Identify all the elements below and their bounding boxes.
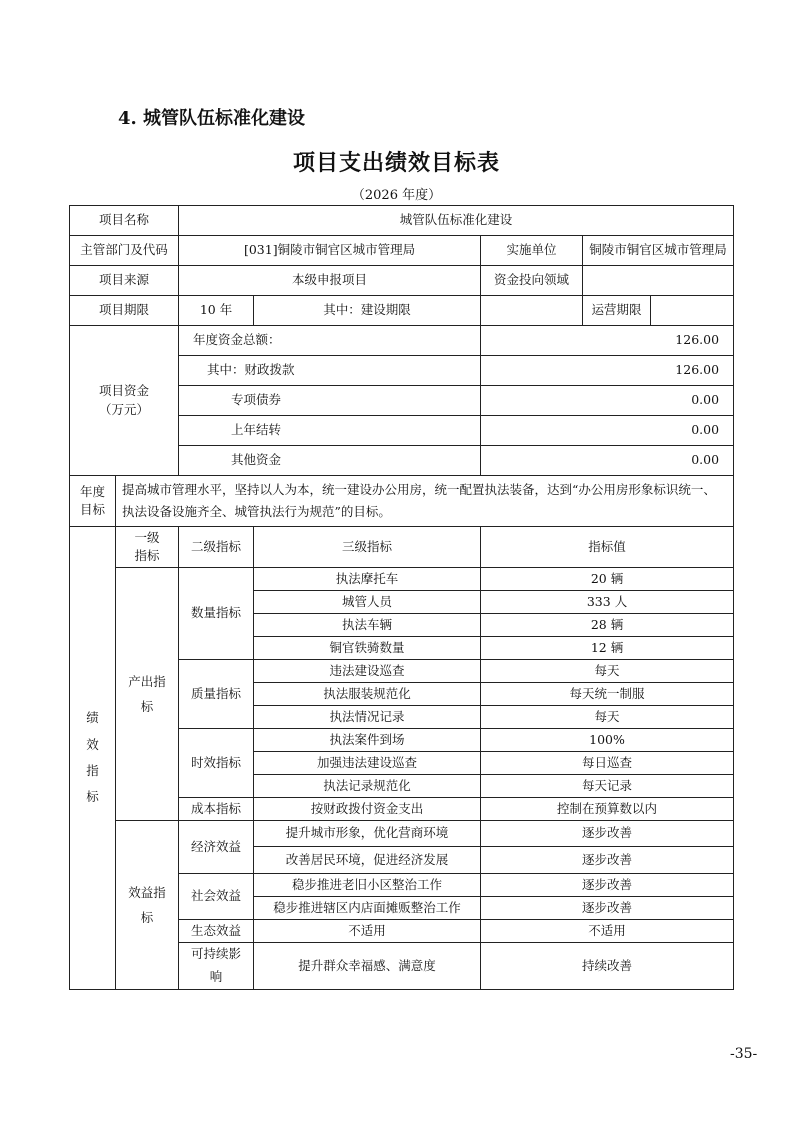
period-value: 10 年 (179, 296, 254, 326)
goal-text: 提高城市管理水平，坚持以人为本，统一建设办公用房，统一配置执法装备，达到“办公用房形象标识统一、执法设备设施齐全、城管执法行为规范”的目标。 (116, 476, 734, 527)
goal-label (70, 476, 116, 527)
l3-cell: 按财政拨付资金支出 (254, 797, 481, 820)
value-cell: 持续改善 (481, 942, 734, 989)
l3-cell: 铜官铁骑数量 (254, 636, 481, 659)
value-cell: 20 辆 (481, 567, 734, 590)
group-qual: 质量指标 (179, 659, 254, 728)
value-cell: 每天 (481, 659, 734, 682)
group-econ: 经济效益 (179, 820, 254, 873)
group-sus-2: 响 (209, 968, 223, 984)
value-cell: 每天 (481, 705, 734, 728)
l3-cell: 提升城市形象，优化营商环境 (254, 820, 481, 846)
l3-cell: 执法记录规范化 (254, 774, 481, 797)
l3-cell: 稳步推进老旧小区整治工作 (254, 873, 481, 896)
fund-label: 其中：财政拨款 (179, 356, 481, 386)
l3-cell: 执法情况记录 (254, 705, 481, 728)
benefit-label (116, 820, 179, 989)
label-cell: 项目来源 (70, 266, 179, 296)
l3-cell: 执法服装规范化 (254, 682, 481, 705)
output-label (116, 567, 179, 820)
l3-cell: 执法车辆 (254, 613, 481, 636)
fund-value: 0.00 (481, 416, 734, 446)
goal-label-2: 目标 (79, 501, 105, 517)
header-l2: 二级指标 (179, 526, 254, 567)
field-value (583, 266, 734, 296)
group-eco: 生态效益 (179, 919, 254, 942)
benefit-label-1: 效益指 (128, 884, 166, 900)
source-value: 本级申报项目 (179, 266, 481, 296)
project-name: 城管队伍标准化建设 (179, 206, 734, 236)
header-l3: 三级指标 (254, 526, 481, 567)
funds-label (70, 326, 179, 476)
value-cell: 逐步改善 (481, 896, 734, 919)
group-cost: 成本指标 (179, 797, 254, 820)
build-value (481, 296, 583, 326)
section-heading: 4. 城管队伍标准化建设 (118, 108, 306, 129)
l3-cell: 执法摩托车 (254, 567, 481, 590)
perf-char: 标 (86, 789, 99, 804)
perf-char: 指 (86, 762, 99, 778)
table-header-row (70, 526, 734, 567)
header-l1 (116, 526, 179, 567)
table-row (70, 236, 734, 266)
value-cell: 逐步改善 (481, 846, 734, 873)
fund-label: 其他资金 (179, 446, 481, 476)
header-value: 指标值 (481, 526, 734, 567)
table-row (70, 820, 734, 846)
fund-value: 126.00 (481, 356, 734, 386)
value-cell: 12 辆 (481, 636, 734, 659)
table-row (70, 206, 734, 236)
value-cell: 每天统一制服 (481, 682, 734, 705)
value-cell: 逐步改善 (481, 873, 734, 896)
label-cell: 实施单位 (481, 236, 583, 266)
value-cell: 逐步改善 (481, 820, 734, 846)
value-cell: 每日巡查 (481, 751, 734, 774)
label-cell: 其中：建设期限 (254, 296, 481, 326)
fund-value: 0.00 (481, 386, 734, 416)
value-cell: 100% (481, 728, 734, 751)
l3-cell: 提升群众幸福感、满意度 (254, 942, 481, 989)
group-qty: 数量指标 (179, 567, 254, 659)
group-sus (179, 942, 254, 989)
fund-value: 0.00 (481, 446, 734, 476)
perf-char: 绩 (86, 710, 99, 726)
perf-char: 效 (86, 736, 99, 752)
output-label-1: 产出指 (128, 673, 166, 689)
l3-cell: 稳步推进辖区内店面摊贩整治工作 (254, 896, 481, 919)
perf-label (70, 526, 116, 989)
value-cell: 不适用 (481, 919, 734, 942)
table-row (70, 326, 734, 356)
dept-value: [031]铜陵市铜官区城市管理局 (179, 236, 481, 266)
header-l1a: 一级 (134, 529, 160, 545)
value-cell: 控制在预算数以内 (481, 797, 734, 820)
year-label: （2026 年度） (351, 188, 442, 203)
output-label-2: 标 (140, 698, 154, 714)
fund-value: 126.00 (481, 326, 734, 356)
impl-value: 铜陵市铜官区城市管理局 (583, 236, 734, 266)
fund-label: 年度资金总额： (179, 326, 481, 356)
table-row (70, 296, 734, 326)
value-cell: 333 人 (481, 590, 734, 613)
l3-cell: 不适用 (254, 919, 481, 942)
label-cell: 运营期限 (583, 296, 651, 326)
group-sus-1: 可持续影 (191, 946, 242, 962)
funds-unit: （万元） (99, 401, 150, 417)
l3-cell: 加强违法建设巡查 (254, 751, 481, 774)
group-time: 时效指标 (179, 728, 254, 797)
fund-label: 上年结转 (179, 416, 481, 446)
page-title: 项目支出绩效目标表 (292, 150, 500, 176)
l3-cell: 改善居民环境，促进经济发展 (254, 846, 481, 873)
table-row (70, 266, 734, 296)
label-cell: 项目期限 (70, 296, 179, 326)
page-number: -35- (730, 1046, 758, 1062)
label-cell: 主管部门及代码 (70, 236, 179, 266)
group-soc: 社会效益 (179, 873, 254, 919)
op-value (651, 296, 734, 326)
label-cell: 资金投向领域 (481, 266, 583, 296)
benefit-label-2: 标 (140, 909, 154, 925)
table-row (70, 567, 734, 590)
value-cell: 28 辆 (481, 613, 734, 636)
funds-label-text: 项目资金 (99, 383, 150, 399)
l3-cell: 执法案件到场 (254, 728, 481, 751)
label-cell: 项目名称 (70, 206, 179, 236)
l3-cell: 违法建设巡查 (254, 659, 481, 682)
l3-cell: 城管人员 (254, 590, 481, 613)
header-l1b: 指标 (134, 547, 160, 563)
goal-label-1: 年度 (79, 483, 105, 499)
performance-target-table (69, 205, 734, 990)
value-cell: 每天记录 (481, 774, 734, 797)
table-row (70, 476, 734, 527)
fund-label: 专项债券 (179, 386, 481, 416)
